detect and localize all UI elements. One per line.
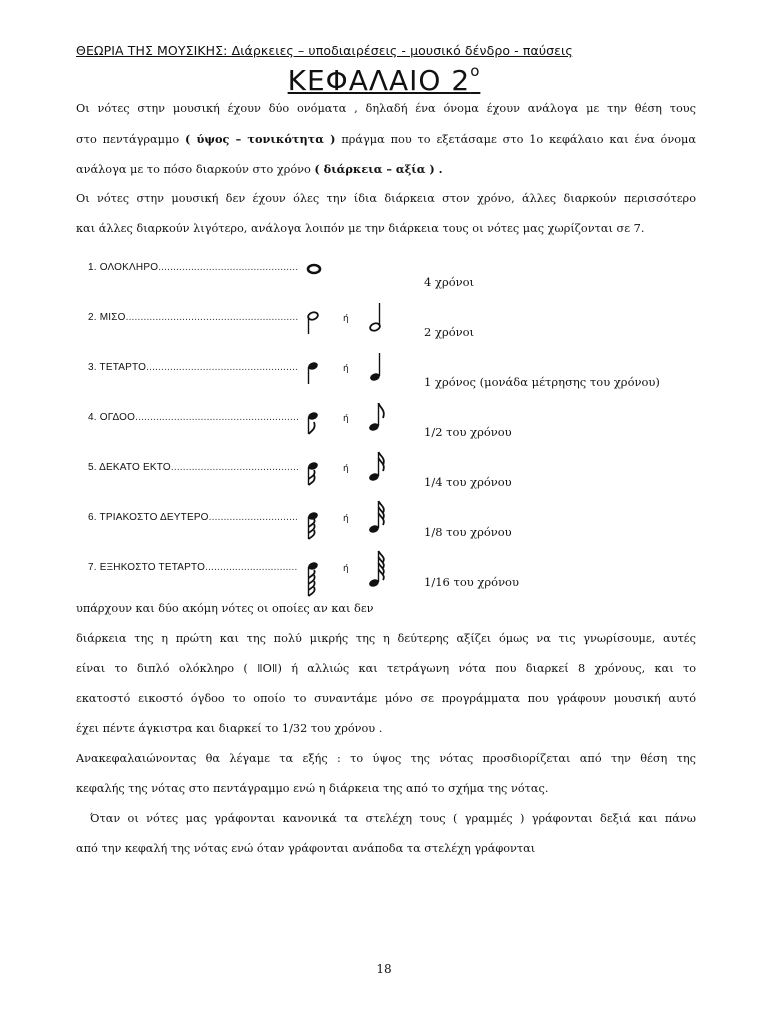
paragraph-note-names bbox=[76, 94, 696, 184]
paragraph-stems bbox=[76, 804, 696, 864]
sixty-fourth-note-stem-down-icon bbox=[304, 558, 324, 598]
paragraph-line: Οι νότες στην μουσική έχουν δύο ονόματα , δηλαδή ένα όνομα έχουν ανάλογα με την θέση τους bbox=[76, 102, 696, 115]
sixty-fourth-note-icon bbox=[366, 550, 388, 590]
bold-term-pitch: ( ύψος – τονικότητα ) bbox=[184, 132, 336, 146]
note-label: 7. ΕΞΗΚΟΣΤΟ ΤΕΤΑΡΤΟ ..... bbox=[88, 562, 298, 573]
note-row-quarter bbox=[88, 362, 408, 402]
note-row-half bbox=[88, 312, 408, 352]
paragraph-line: Όταν οι νότες μας γράφονται κανονικά τα στελέχη τους ( γραμμές ) γράφονται δεξιά και πάνω bbox=[90, 812, 696, 825]
chapter-title-text: ΚΕΦΑΛΑΙΟ 2 bbox=[287, 64, 471, 97]
thirty-second-note-icon bbox=[366, 500, 388, 536]
whole-note-icon bbox=[304, 258, 324, 280]
paragraph-line: κεφαλής της νότας στο πεντάγραμμο ενώ η διάρκεια της από το σχήμα της νότας. bbox=[76, 782, 549, 795]
duration-thirty-second: 1/8 του χρόνου bbox=[424, 525, 512, 539]
thirty-second-note-stem-down-icon bbox=[304, 508, 324, 542]
note-label: 4. ΟΓΔΟΟ ..... bbox=[88, 412, 298, 423]
duration-eighth: 1/2 του χρόνου bbox=[424, 425, 512, 439]
or-word: ή bbox=[343, 564, 349, 574]
note-label: 3. ΤΕΤΑΡΤΟ ..... bbox=[88, 362, 298, 373]
paragraph-line: διάρκεια της η πρώτη και της πολύ μικρής της η δεύτερης αξίζει όμως να τις γνωρίσουμε, αυτές bbox=[76, 632, 696, 645]
running-header: ΘΕΩΡΙΑ ΤΗΣ ΜΟΥΣΙΚΗΣ: Διάρκειες – υποδιαιρέσεις - μουσικό δένδρο - παύσεις bbox=[76, 43, 573, 58]
or-word: ή bbox=[343, 464, 349, 474]
or-word: ή bbox=[343, 414, 349, 424]
eighth-note-stem-down-icon bbox=[304, 408, 324, 438]
duration-half: 2 χρόνοι bbox=[424, 325, 475, 339]
note-row-thirty-second bbox=[88, 512, 408, 552]
paragraph-line: εκατοστό εικοστό όγδοο το οποίο το συναντάμε μόνο σε προγράμματα που γράφουν μουσική αυτό bbox=[76, 692, 696, 705]
paragraph-extra-notes bbox=[76, 594, 696, 744]
eighth-note-icon bbox=[366, 400, 388, 434]
or-word: ή bbox=[343, 364, 349, 374]
paragraph-summary bbox=[76, 744, 696, 804]
or-word: ή bbox=[343, 314, 349, 324]
half-note-stem-down-icon bbox=[304, 308, 324, 338]
note-row-eighth bbox=[88, 412, 408, 452]
duration-whole: 4 χρόνοι bbox=[424, 275, 475, 289]
paragraph-line: υπάρχουν και δύο ακόμη νότες οι οποίες αν και δεν bbox=[76, 602, 374, 615]
paragraph-seven-durations bbox=[76, 184, 696, 244]
sixteenth-note-stem-down-icon bbox=[304, 458, 324, 488]
paragraph-line: και άλλες διαρκούν λιγότερο, ανάλογα λοιπόν με την διάρκεια τους οι νότες μας χωρίζονται σε 7. bbox=[76, 222, 645, 235]
text-run: πράγμα που το εξετάσαμε στο 1ο κεφάλαιο και ένα όνομα bbox=[335, 133, 696, 146]
note-label: 2. ΜΙΣΟ ..... bbox=[88, 312, 298, 323]
text-run: ανάλογα με το πόσο διαρκούν στο χρόνο bbox=[76, 163, 315, 176]
paragraph-line bbox=[76, 124, 696, 154]
note-label: 6. ΤΡΙΑΚΟΣΤΟ ΔΕΥΤΕΡΟ ..... bbox=[88, 512, 298, 523]
paragraph-line: Ανακεφαλαιώνοντας θα λέγαμε τα εξής : το ύψος της νότας προσδιορίζεται από την θέση της bbox=[76, 752, 696, 765]
chapter-title bbox=[0, 62, 768, 97]
chapter-title-superscript: ο bbox=[470, 62, 481, 80]
quarter-note-icon bbox=[366, 350, 388, 384]
paragraph-line: είναι το διπλό ολόκληρο ( ǁOǁ) ή αλλιώς και τετράγωνη νότα που διαρκεί 8 χρόνους, και το bbox=[76, 662, 696, 675]
note-row-whole bbox=[88, 262, 408, 302]
paragraph-line: Οι νότες στην μουσική δεν έχουν όλες την ίδια διάρκεια στον χρόνο, άλλες διαρκούν περισσότερο bbox=[76, 192, 696, 205]
half-note-icon bbox=[366, 300, 388, 334]
text-run: στο πεντάγραμμο bbox=[76, 133, 185, 146]
or-word: ή bbox=[343, 514, 349, 524]
note-label: 1. ΟΛΟΚΛΗΡΟ ..... bbox=[88, 262, 298, 273]
note-label: 5. ΔΕΚΑΤΟ ΕΚΤΟ ..... bbox=[88, 462, 298, 473]
quarter-note-stem-down-icon bbox=[304, 358, 324, 388]
duration-sixteenth: 1/4 του χρόνου bbox=[424, 475, 512, 489]
bold-term-duration: ( διάρκεια – αξία ) . bbox=[314, 162, 443, 176]
duration-quarter: 1 χρόνος (μονάδα μέτρησης του χρόνου) bbox=[424, 375, 660, 389]
paragraph-line bbox=[76, 154, 696, 184]
duration-sixty-fourth: 1/16 του χρόνου bbox=[424, 575, 519, 589]
paragraph-line: από την κεφαλή της νότας ενώ όταν γράφονται ανάποδα τα στελέχη γράφονται bbox=[76, 842, 536, 855]
page-number: 18 bbox=[376, 962, 392, 976]
sixteenth-note-icon bbox=[366, 450, 388, 484]
paragraph-line: έχει πέντε άγκιστρα και διαρκεί το 1/32 του χρόνου . bbox=[76, 722, 383, 735]
note-row-sixteenth bbox=[88, 462, 408, 502]
